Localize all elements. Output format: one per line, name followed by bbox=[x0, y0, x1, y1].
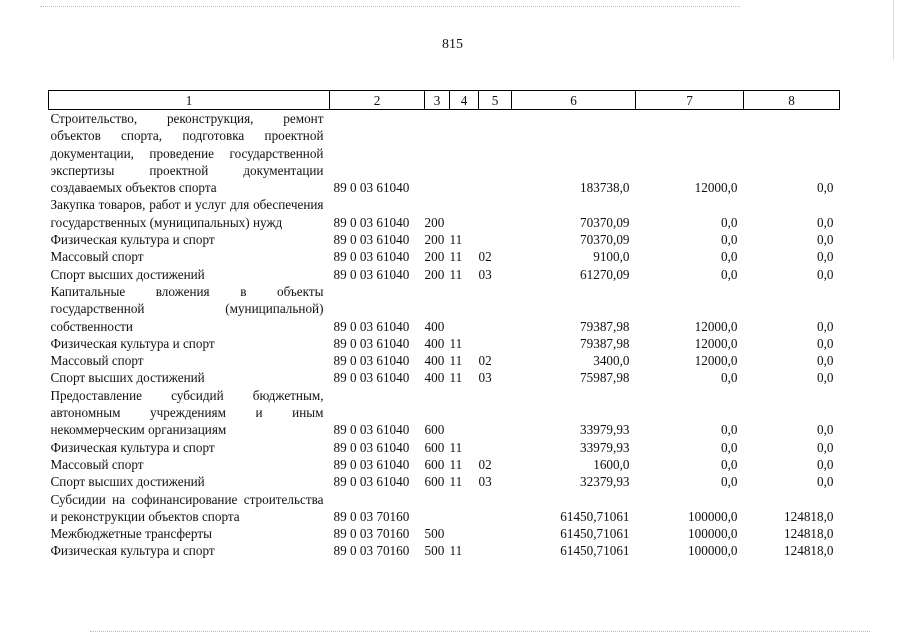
table-row bbox=[49, 369, 840, 386]
section: 11 bbox=[449, 439, 463, 455]
subsection bbox=[479, 335, 512, 352]
amount-col7: 0,0 bbox=[721, 422, 738, 438]
amount-col6: 9100,0 bbox=[593, 249, 630, 265]
section bbox=[450, 387, 479, 439]
budget-table bbox=[48, 90, 840, 560]
subsection: 03 bbox=[478, 474, 492, 490]
amount-col7: 100000,0 bbox=[688, 543, 738, 559]
amount-col8: 0,0 bbox=[817, 422, 834, 438]
amount-col7: 100000,0 bbox=[688, 526, 738, 542]
section: 11 bbox=[449, 370, 463, 386]
expense-type: 500 bbox=[424, 526, 445, 542]
amount-col6: 70370,09 bbox=[580, 214, 630, 230]
target-code: 89 0 03 61040 bbox=[333, 474, 410, 490]
amount-col7: 0,0 bbox=[721, 232, 738, 248]
table-row bbox=[49, 231, 840, 248]
section bbox=[450, 196, 479, 231]
amount-col8: 0,0 bbox=[817, 266, 834, 282]
section bbox=[450, 525, 479, 542]
target-code: 89 0 03 61040 bbox=[333, 249, 410, 265]
amount-col6: 32379,93 bbox=[580, 474, 630, 490]
amount-col8: 124818,0 bbox=[784, 543, 834, 559]
amount-col6: 61450,71061 bbox=[560, 526, 630, 542]
section: 11 bbox=[449, 353, 463, 369]
section: 11 bbox=[449, 456, 463, 472]
amount-col7: 0,0 bbox=[721, 214, 738, 230]
expense-type: 400 bbox=[424, 318, 445, 334]
row-label: Массовый спорт bbox=[50, 353, 144, 369]
amount-col7: 12000,0 bbox=[694, 180, 738, 196]
section: 11 bbox=[449, 232, 463, 248]
expense-type: 200 bbox=[424, 266, 445, 282]
subsection bbox=[479, 491, 512, 526]
column-header: 8 bbox=[744, 91, 840, 110]
amount-col7: 0,0 bbox=[721, 249, 738, 265]
row-label: Капитальные вложения в объекты государственной (муниципальной) собственности bbox=[50, 283, 324, 334]
target-code: 89 0 03 61040 bbox=[333, 422, 410, 438]
section: 11 bbox=[449, 543, 463, 559]
target-code: 89 0 03 70160 bbox=[333, 508, 410, 524]
amount-col6: 1600,0 bbox=[593, 456, 630, 472]
row-label: Массовый спорт bbox=[50, 456, 144, 472]
target-code: 89 0 03 61040 bbox=[333, 353, 410, 369]
amount-col8: 0,0 bbox=[817, 353, 834, 369]
expense-type: 500 bbox=[424, 543, 445, 559]
amount-col8: 0,0 bbox=[817, 474, 834, 490]
amount-col7: 0,0 bbox=[721, 370, 738, 386]
table-row bbox=[49, 439, 840, 456]
column-header: 7 bbox=[636, 91, 744, 110]
section: 11 bbox=[449, 266, 463, 282]
expense-type bbox=[425, 491, 450, 526]
table-row bbox=[49, 266, 840, 283]
amount-col6: 79387,98 bbox=[580, 335, 630, 351]
section: 11 bbox=[449, 474, 463, 490]
column-header: 2 bbox=[330, 91, 425, 110]
column-header: 4 bbox=[450, 91, 479, 110]
target-code: 89 0 03 61040 bbox=[333, 456, 410, 472]
target-code: 89 0 03 61040 bbox=[333, 318, 410, 334]
amount-col8: 0,0 bbox=[817, 249, 834, 265]
subsection bbox=[479, 231, 512, 248]
row-label: Предоставление субсидий бюджетным, автономным учреждениям и иным некоммерческим организациям bbox=[50, 387, 324, 438]
subsection: 02 bbox=[478, 456, 492, 472]
table-row bbox=[49, 110, 840, 197]
amount-col7: 0,0 bbox=[721, 266, 738, 282]
subsection: 02 bbox=[478, 249, 492, 265]
column-header: 3 bbox=[425, 91, 450, 110]
amount-col6: 70370,09 bbox=[580, 232, 630, 248]
amount-col7: 100000,0 bbox=[688, 508, 738, 524]
amount-col7: 12000,0 bbox=[694, 335, 738, 351]
target-code: 89 0 03 70160 bbox=[333, 526, 410, 542]
column-header: 6 bbox=[512, 91, 636, 110]
table-row bbox=[49, 352, 840, 369]
subsection bbox=[479, 439, 512, 456]
table-row bbox=[49, 387, 840, 439]
amount-col6: 183738,0 bbox=[580, 180, 630, 196]
expense-type: 400 bbox=[424, 370, 445, 386]
expense-type: 600 bbox=[424, 474, 445, 490]
amount-col6: 61450,71061 bbox=[560, 543, 630, 559]
scan-artifact-top bbox=[40, 6, 740, 7]
table-row bbox=[49, 335, 840, 352]
target-code: 89 0 03 61040 bbox=[333, 439, 410, 455]
target-code: 89 0 03 61040 bbox=[333, 266, 410, 282]
table-row bbox=[49, 456, 840, 473]
row-label: Субсидии на софинансирование строительства и реконструкции объектов спорта bbox=[50, 491, 324, 524]
expense-type: 600 bbox=[424, 422, 445, 438]
row-label: Спорт высших достижений bbox=[50, 474, 205, 490]
row-label: Закупка товаров, работ и услуг для обеспечения государственных (муниципальных) нужд bbox=[50, 197, 324, 230]
expense-type: 200 bbox=[424, 214, 445, 230]
amount-col8: 0,0 bbox=[817, 456, 834, 472]
row-label: Межбюджетные трансферты bbox=[50, 526, 212, 542]
amount-col8: 0,0 bbox=[817, 232, 834, 248]
amount-col8: 0,0 bbox=[817, 318, 834, 334]
subsection bbox=[479, 387, 512, 439]
expense-type: 200 bbox=[424, 232, 445, 248]
amount-col6: 61270,09 bbox=[580, 266, 630, 282]
amount-col8: 0,0 bbox=[817, 180, 834, 196]
row-label: Физическая культура и спорт bbox=[50, 439, 215, 455]
column-header: 5 bbox=[479, 91, 512, 110]
row-label: Спорт высших достижений bbox=[50, 266, 205, 282]
amount-col6: 3400,0 bbox=[593, 353, 630, 369]
amount-col7: 0,0 bbox=[721, 439, 738, 455]
page-number: 815 bbox=[442, 37, 463, 52]
target-code: 89 0 03 70160 bbox=[333, 543, 410, 559]
target-code: 89 0 03 61040 bbox=[333, 232, 410, 248]
column-header: 1 bbox=[49, 91, 330, 110]
amount-col6: 61450,71061 bbox=[560, 508, 630, 524]
subsection: 03 bbox=[478, 370, 492, 386]
table-row bbox=[49, 542, 840, 559]
table-row bbox=[49, 248, 840, 265]
subsection: 02 bbox=[478, 353, 492, 369]
subsection bbox=[479, 283, 512, 335]
amount-col8: 0,0 bbox=[817, 370, 834, 386]
amount-col8: 0,0 bbox=[817, 214, 834, 230]
section: 11 bbox=[449, 335, 463, 351]
amount-col7: 12000,0 bbox=[694, 353, 738, 369]
section bbox=[450, 110, 479, 197]
subsection bbox=[479, 525, 512, 542]
amount-col7: 0,0 bbox=[721, 456, 738, 472]
section bbox=[450, 283, 479, 335]
amount-col8: 0,0 bbox=[817, 335, 834, 351]
amount-col7: 12000,0 bbox=[694, 318, 738, 334]
amount-col7: 0,0 bbox=[721, 474, 738, 490]
table-row bbox=[49, 525, 840, 542]
amount-col6: 33979,93 bbox=[580, 422, 630, 438]
expense-type: 600 bbox=[424, 456, 445, 472]
target-code: 89 0 03 61040 bbox=[333, 180, 410, 196]
expense-type: 400 bbox=[424, 353, 445, 369]
row-label: Строительство, реконструкция, ремонт объектов спорта, подготовка проектной документации, проведение государственной экспертизы проектной документации создаваемых объектов спорта bbox=[50, 111, 324, 196]
amount-col6: 75987,98 bbox=[580, 370, 630, 386]
target-code: 89 0 03 61040 bbox=[333, 335, 410, 351]
row-label: Массовый спорт bbox=[50, 249, 144, 265]
expense-type: 200 bbox=[424, 249, 445, 265]
target-code: 89 0 03 61040 bbox=[333, 214, 410, 230]
table-row bbox=[49, 473, 840, 490]
amount-col8: 124818,0 bbox=[784, 526, 834, 542]
table-row bbox=[49, 283, 840, 335]
row-label: Физическая культура и спорт bbox=[50, 543, 215, 559]
row-label: Спорт высших достижений bbox=[50, 370, 205, 386]
row-label: Физическая культура и спорт bbox=[50, 232, 215, 248]
table-row bbox=[49, 196, 840, 231]
section bbox=[450, 491, 479, 526]
scan-artifact-bottom bbox=[90, 631, 870, 632]
expense-type bbox=[425, 110, 450, 197]
section: 11 bbox=[449, 249, 463, 265]
subsection bbox=[479, 542, 512, 559]
amount-col8: 124818,0 bbox=[784, 508, 834, 524]
row-label: Физическая культура и спорт bbox=[50, 335, 215, 351]
subsection: 03 bbox=[478, 266, 492, 282]
amount-col6: 33979,93 bbox=[580, 439, 630, 455]
amount-col6: 79387,98 bbox=[580, 318, 630, 334]
target-code: 89 0 03 61040 bbox=[333, 370, 410, 386]
table-row bbox=[49, 491, 840, 526]
subsection bbox=[479, 196, 512, 231]
amount-col8: 0,0 bbox=[817, 439, 834, 455]
expense-type: 400 bbox=[424, 335, 445, 351]
expense-type: 600 bbox=[424, 439, 445, 455]
subsection bbox=[479, 110, 512, 197]
table-header-row bbox=[49, 91, 840, 110]
